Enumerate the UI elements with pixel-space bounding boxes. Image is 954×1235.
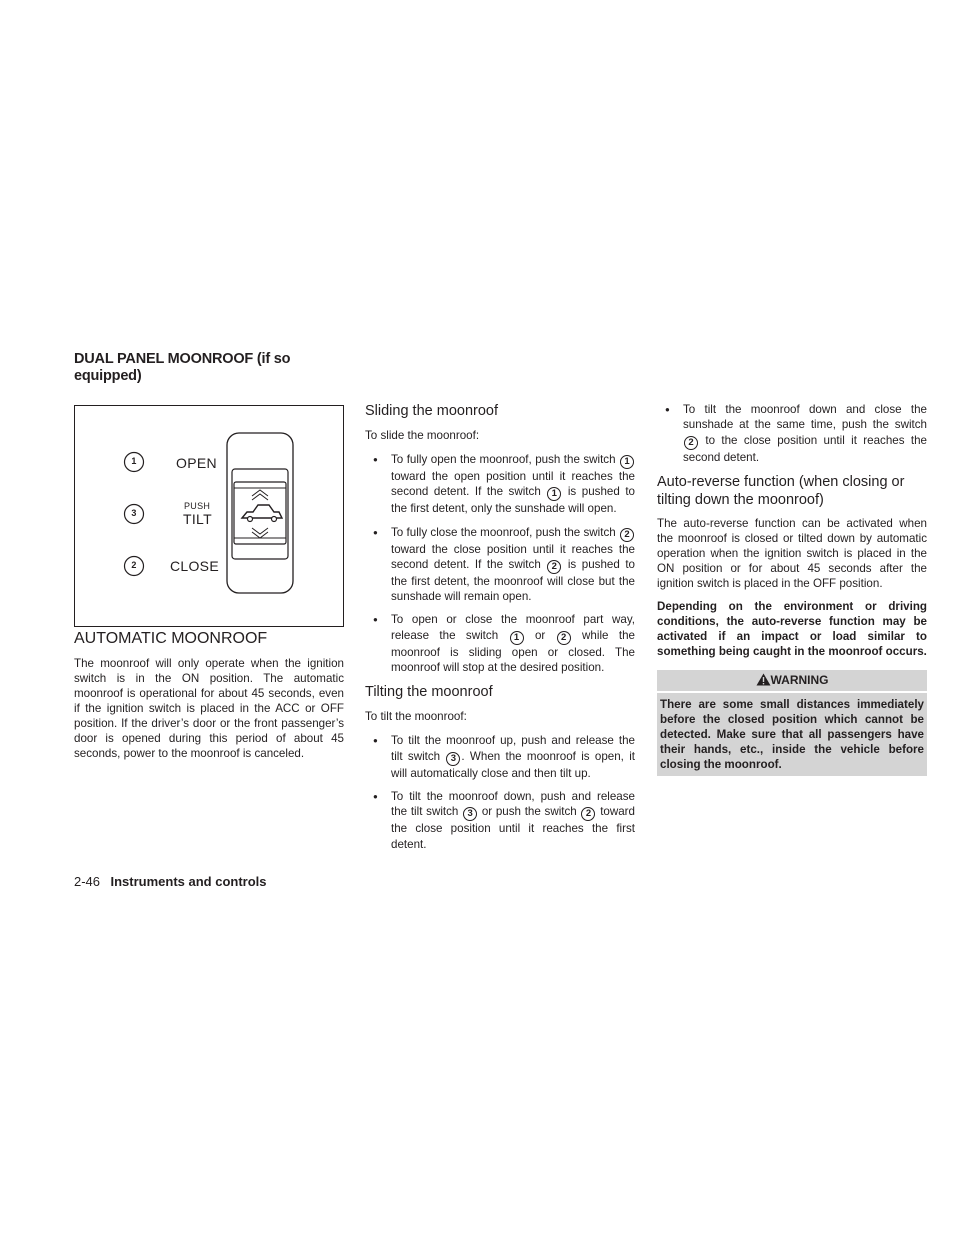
tilt-label: TILT <box>183 511 212 527</box>
column-3 <box>657 402 927 776</box>
sliding-intro: To slide the moonroof: <box>365 429 480 442</box>
list-item: ● To fully open the moonroof, push the switch 1 toward the open position until it reaches the second detent. If the switch 1 is pushed to the first detent, only the sunshade will open. <box>365 452 635 517</box>
list-item: ● To tilt the moonroof down, push and release the tilt switch 3 or push the switch 2 toward the close position until it reaches the first detent. <box>365 789 635 852</box>
tilting-heading: Tilting the moonroof <box>365 684 493 701</box>
sliding-bullets <box>365 452 635 675</box>
push-label: PUSH <box>184 501 211 511</box>
warning-header <box>657 670 927 691</box>
sliding-heading: Sliding the moonroof <box>365 403 498 419</box>
page-number: 2-46 <box>74 874 101 889</box>
tilting-intro: To tilt the moonroof: <box>365 710 467 724</box>
page-footer <box>74 873 267 891</box>
tilting-bullets <box>365 733 635 851</box>
list-item: ● To fully close the moonroof, push the switch 2 toward the close position until it reaches the second detent. If the switch 2 is pushed to the first detent, the moonroof will close but the sunshade will remain open. <box>365 525 635 605</box>
auto-reverse-bold-paragraph: Depending on the environment or driving conditions, the auto-reverse function may be activated if an impact or load similar to something being caught in the moonroof occurs. <box>657 599 927 658</box>
section-title: DUAL PANEL MOONROOF (if so equipped) <box>74 351 291 384</box>
callout-1: 1 <box>131 456 137 466</box>
tilt-close-bullets <box>657 402 927 465</box>
callout-3: 3 <box>131 508 137 518</box>
warning-text: There are some small distances immediately before the closed position which cannot be detected. Make sure that all passengers have their hands, etc., inside the vehicle before closing the moonroof. <box>657 691 927 776</box>
automatic-moonroof-heading: AUTOMATIC MOONROOF <box>74 630 268 647</box>
warning-box <box>657 670 927 776</box>
automatic-moonroof-paragraph: The moonroof will only operate when the ignition switch is in the ON position. The automatic moonroof is operational for about 45 seconds, even if the ignition switch is placed in the ACC or OFF position. If the driver’s door or the front passenger’s door is opened during this period of about 45 seconds, power to the moonroof is canceled. <box>74 657 344 760</box>
auto-reverse-heading: Auto-reverse function (when closing or tilting down the moonroof) <box>657 473 905 508</box>
moonroof-switch-figure <box>74 405 344 627</box>
switch-button <box>234 482 286 544</box>
list-item: ● To tilt the moonroof down and close the sunshade at the same time, push the switch 2 to the close position until it reaches the second detent. <box>657 402 927 465</box>
close-label: CLOSE <box>170 558 219 574</box>
list-item: ● To open or close the moonroof part way, release the switch 1 or 2 while the moonroof is sliding open or closed. The moonroof will stop at the desired position. <box>365 612 635 675</box>
auto-reverse-paragraph: The auto-reverse function can be activated when the moonroof is closed or tilted down by automatic operation when the ignition switch is placed in the ON position or for about 45 seconds after the ignition switch is placed in the OFF position. <box>657 516 927 590</box>
column-2 <box>365 402 635 860</box>
chapter-title: Instruments and controls <box>110 874 267 889</box>
list-item: ● To tilt the moonroof up, push and release the tilt switch 3 . When the moonroof is open, it will automatically close and then tilt up. <box>365 733 635 781</box>
warning-triangle-icon <box>756 673 771 686</box>
open-label: OPEN <box>176 455 217 471</box>
callout-2: 2 <box>131 560 137 570</box>
warning-label: WARNING <box>770 672 829 687</box>
